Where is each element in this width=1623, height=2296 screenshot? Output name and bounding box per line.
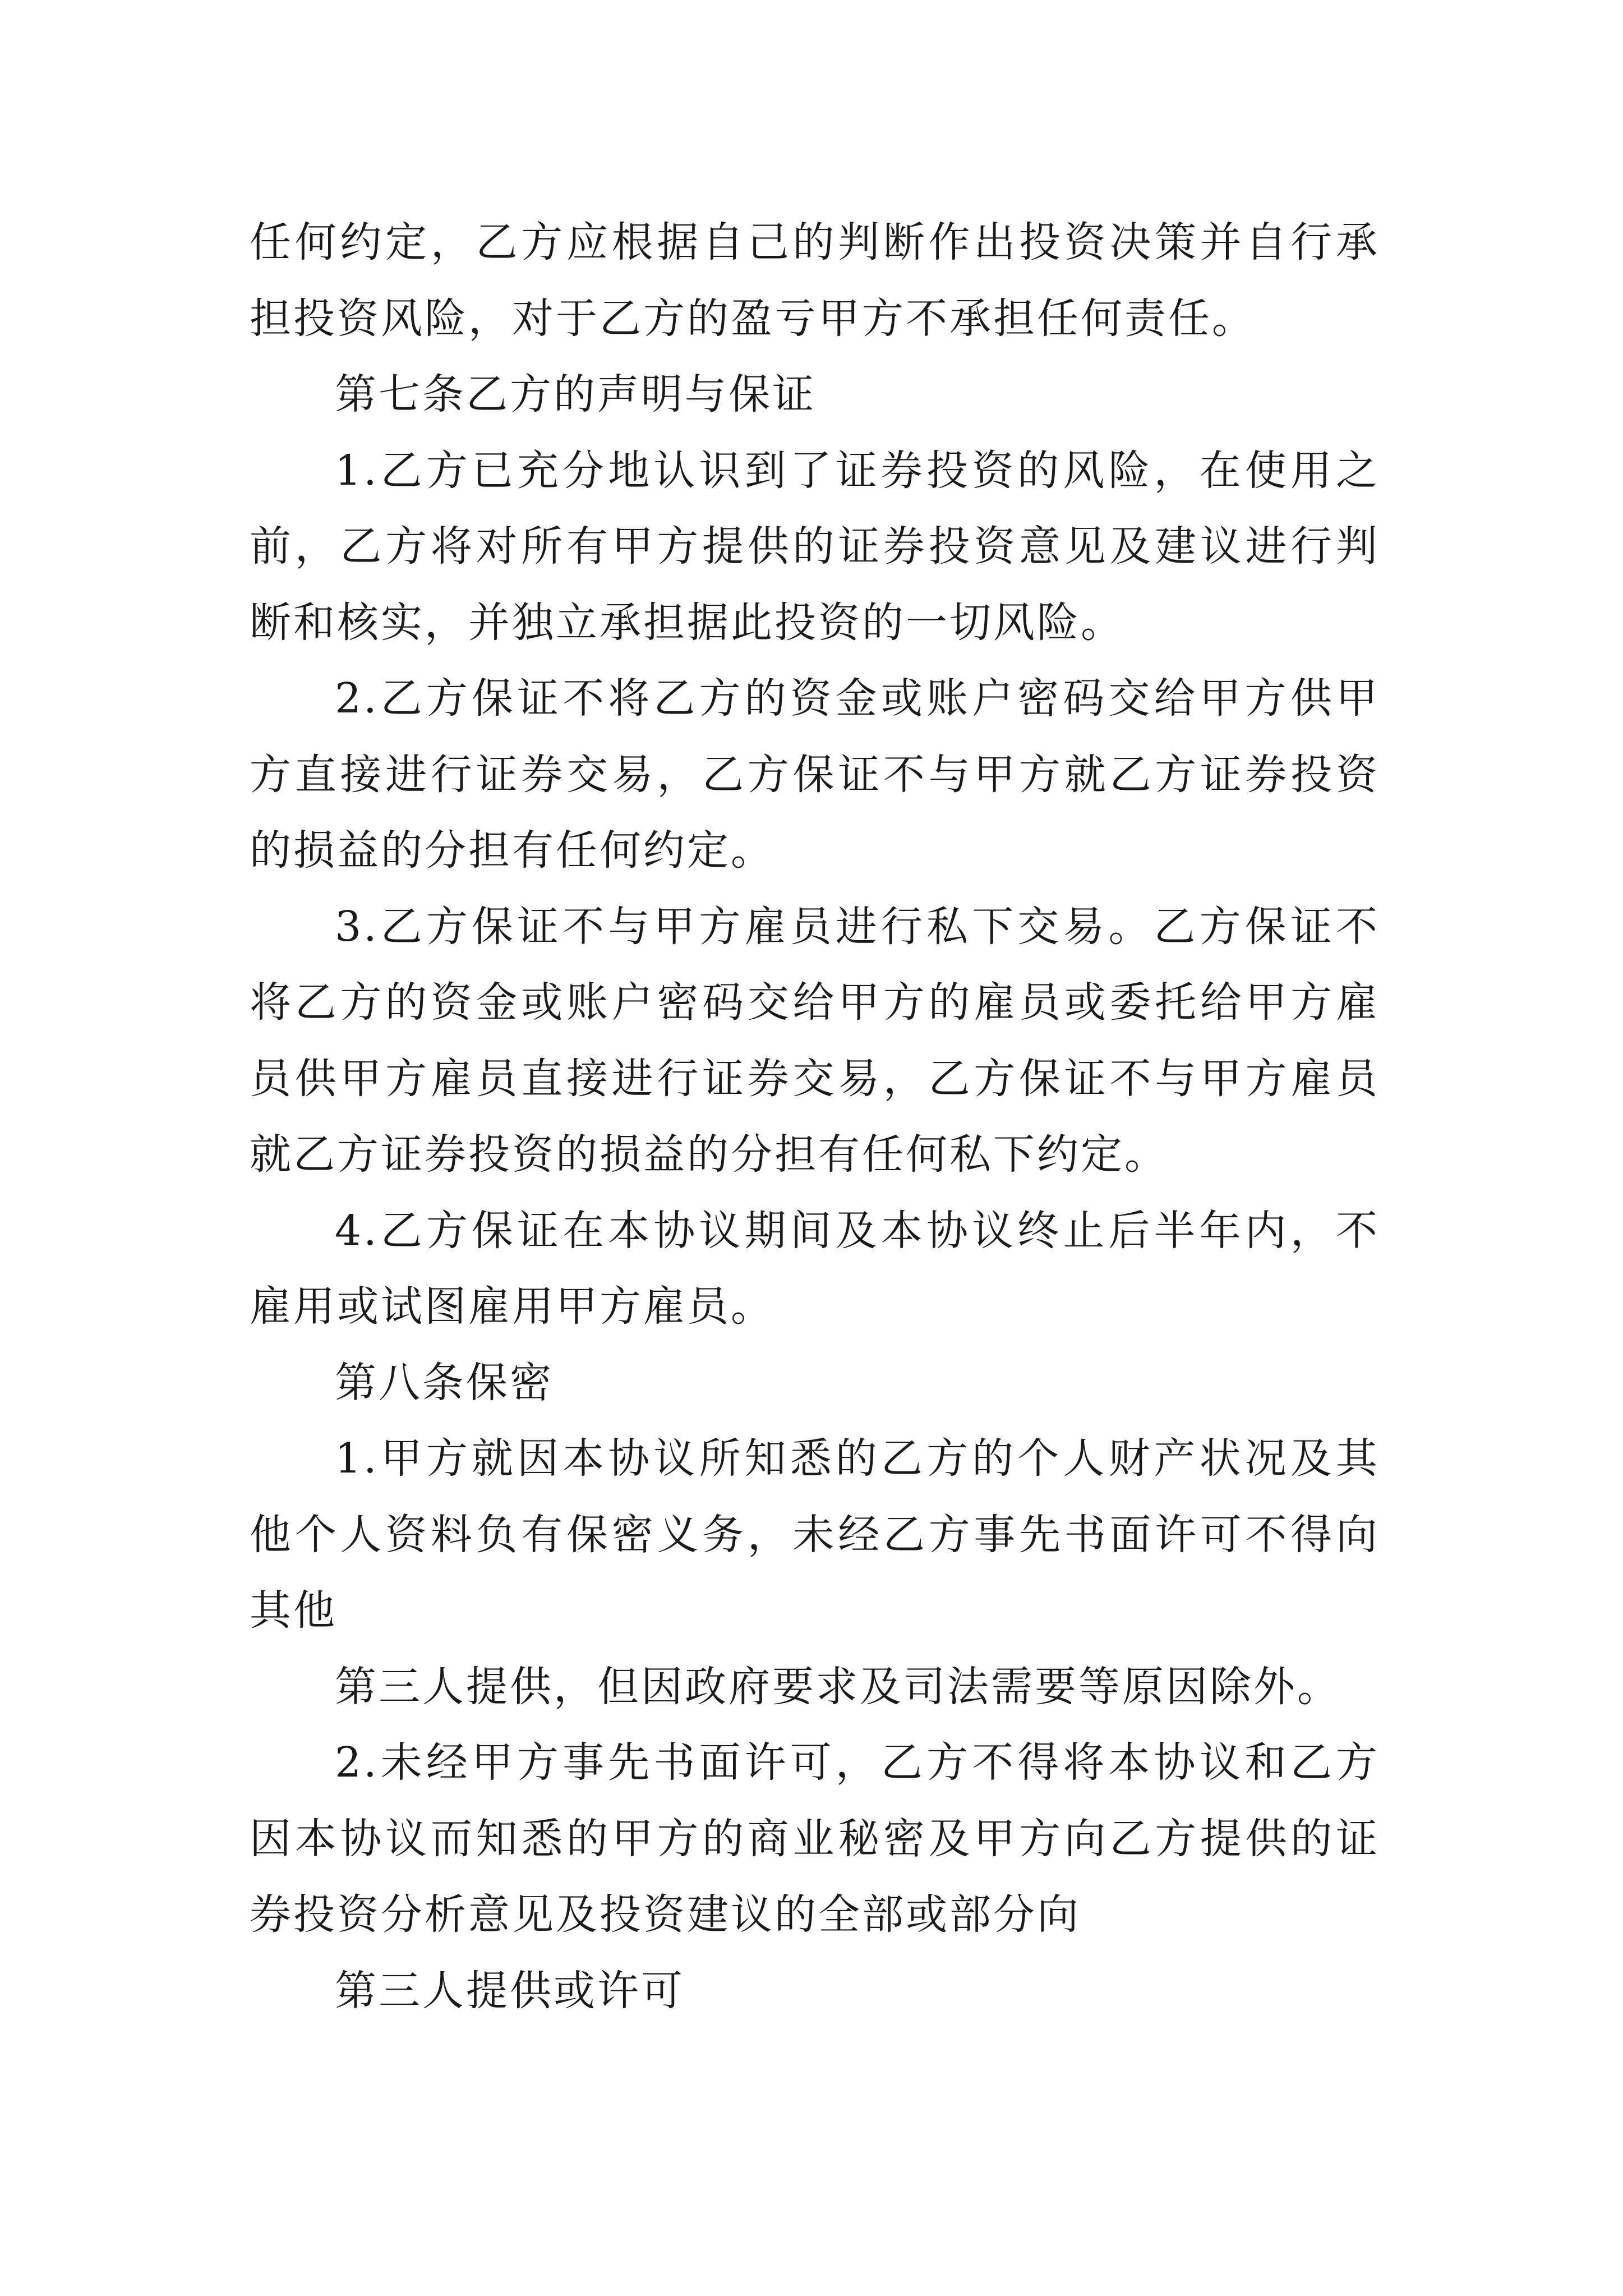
section-heading: 第七条乙方的声明与保证 [335, 370, 816, 418]
paragraph: 4.乙方保证在本协议期间及本协议终止后半年内，不雇用或试图雇用甲方雇员。 [250, 1206, 1380, 1331]
paragraph: 第三人提供或许可 [335, 1966, 685, 2015]
document-body [250, 205, 1380, 2029]
paragraph: 1.甲方就因本协议所知悉的乙方的个人财产状况及其他个人资料负有保密义务，未经乙方事先书面许可不得向其他 [250, 1434, 1380, 1635]
paragraph: 第三人提供，但因政府要求及司法需要等原因除外。 [335, 1662, 1341, 1711]
paragraph: 3.乙方保证不与甲方雇员进行私下交易。乙方保证不将乙方的资金或账户密码交给甲方的雇员或委托给甲方雇员供甲方雇员直接进行证券交易，乙方保证不与甲方雇员就乙方证券投资的损益的分担有任何私下约定。 [250, 902, 1380, 1179]
paragraph: 2.乙方保证不将乙方的资金或账户密码交给甲方供甲方直接进行证券交易，乙方保证不与甲方就乙方证券投资的损益的分担有任何约定。 [250, 674, 1380, 875]
paragraph: 2.未经甲方事先书面许可，乙方不得将本协议和乙方因本协议而知悉的甲方的商业秘密及甲方向乙方提供的证券投资分析意见及投资建议的全部或部分向 [250, 1738, 1380, 1939]
paragraph: 1.乙方已充分地认识到了证券投资的风险，在使用之前，乙方将对所有甲方提供的证券投资意见及建议进行判断和核实，并独立承担据此投资的一切风险。 [250, 446, 1380, 647]
section-heading: 第八条保密 [335, 1358, 554, 1407]
paragraph: 任何约定，乙方应根据自己的判断作出投资决策并自行承担投资风险，对于乙方的盈亏甲方不承担任何责任。 [250, 218, 1380, 343]
